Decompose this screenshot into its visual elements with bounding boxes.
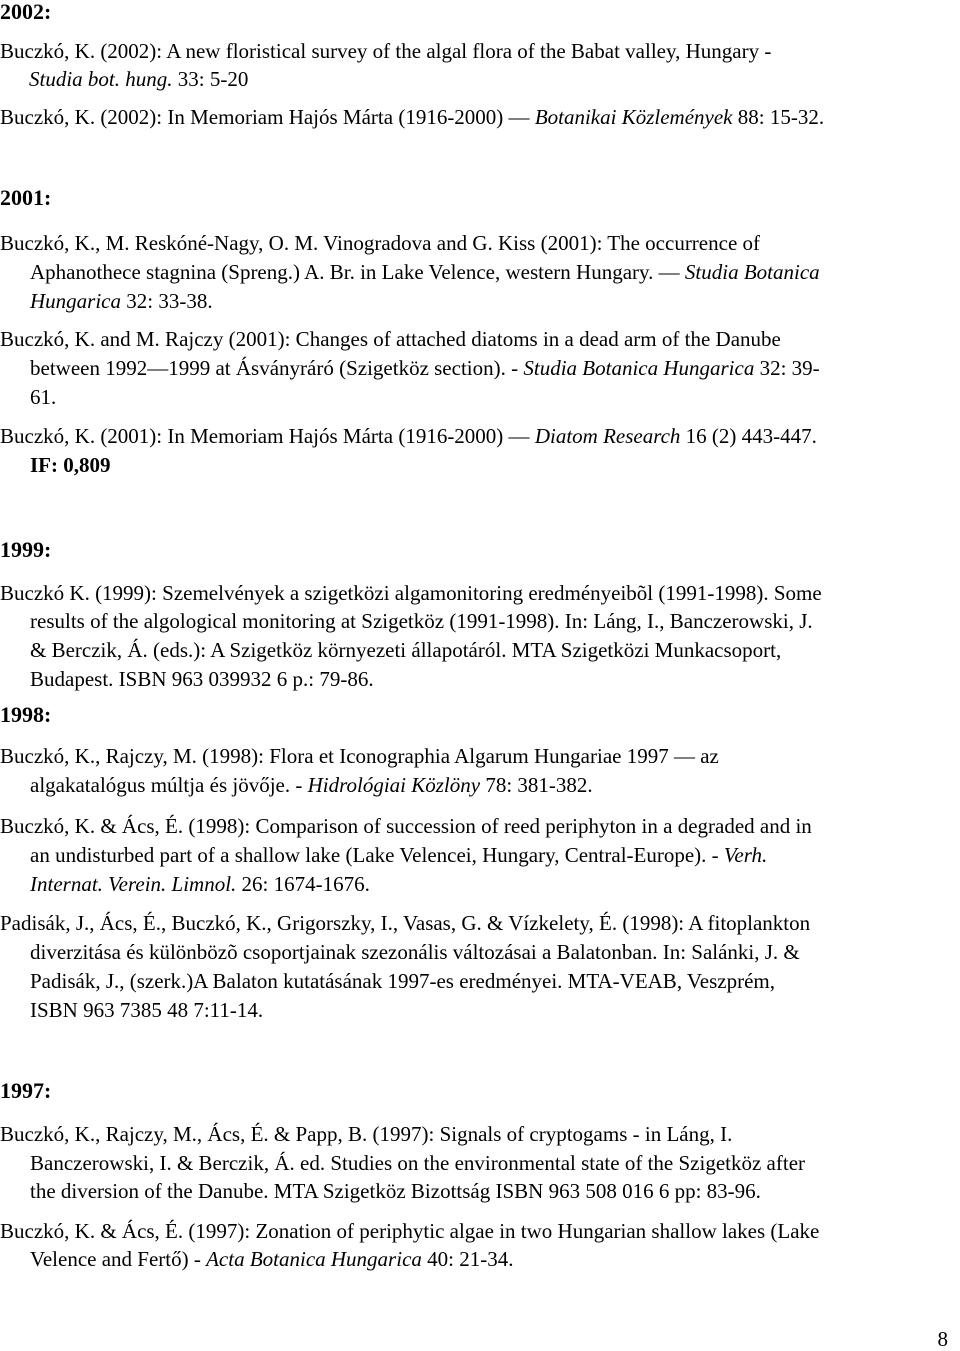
reference-text: an undisturbed part of a shallow lake (Lake Velencei, Hungary, Central-Europe). - [30, 843, 724, 867]
reference-entry-line [30, 288, 213, 314]
reference-entry-first-line [0, 580, 822, 606]
reference-text: Buczkó, K., M. Reskóné-Nagy, O. M. Vinogradova and G. Kiss (2001): The occurrence of [0, 231, 761, 255]
reference-text: results of the algological monitoring at Szigetköz (1991-1998). In: Láng, I., Banczerowski, J. [30, 609, 813, 633]
reference-text: ISBN 963 7385 48 7:11-14. [30, 998, 264, 1022]
reference-text: 88: 15-32. [732, 105, 825, 129]
reference-entry-line [30, 968, 775, 994]
reference-text: Verh. [723, 843, 768, 867]
reference-entry-line [30, 842, 767, 868]
reference-entry-first-line [0, 326, 781, 352]
year-heading: 1998: [0, 702, 52, 727]
reference-entry-first-line [0, 230, 760, 256]
reference-entry-line [30, 666, 374, 692]
reference-text: Buczkó, K. (2002): In Memoriam Hajós Márta (1916-2000) — [0, 105, 535, 129]
reference-text: 32: 33-38. [121, 289, 213, 313]
reference-entry-line [30, 772, 593, 798]
reference-entry-line [30, 259, 820, 285]
year-heading: 2002: [0, 0, 52, 24]
reference-entry-line [30, 452, 111, 478]
reference-text: Velence and Fertő) - [30, 1247, 207, 1271]
reference-text: diverzitása és különbözõ csoportjainak szezonális változásai a Balatonban. In: Salánki, J. & [30, 940, 800, 964]
reference-text: Buczkó, K. & Ács, É. (1997): Zonation of periphytic algae in two Hungarian shallow lakes (Lake [0, 1219, 820, 1243]
reference-text: Buczkó, K. and M. Rajczy (2001): Changes of attached diatoms in a dead arm of the Danube [0, 327, 781, 351]
reference-entry-line [30, 1150, 805, 1176]
reference-entry-line [30, 871, 370, 897]
reference-text: & Berczik, Á. (eds.): A Szigetköz környezeti állapotáról. MTA Szigetközi Munkacsoport, [30, 638, 782, 662]
reference-text: 16 (2) 443-447. [680, 424, 817, 448]
year-heading: 2001: [0, 185, 52, 210]
reference-entry-first-line [0, 38, 771, 64]
reference-text: between 1992—1999 at Ásványráró (Szigetköz section). - [30, 356, 524, 380]
reference-text: algakatalógus múltja és jövője. - [30, 773, 308, 797]
reference-text: Budapest. ISBN 963 039932 6 p.: 79-86. [30, 667, 374, 691]
reference-text: 78: 381-382. [480, 773, 593, 797]
reference-entry-first-line [0, 910, 810, 936]
reference-entry-first-line [0, 1121, 732, 1147]
page-number: 8 [937, 1327, 948, 1351]
reference-text: the diversion of the Danube. MTA Szigetköz Bizottság ISBN 963 508 016 6 pp: 83-96. [30, 1179, 761, 1203]
reference-text: Buczkó, K., Rajczy, M., Ács, É. & Papp, B. (1997): Signals of cryptogams - in Láng, I. [0, 1122, 733, 1146]
reference-entry-line [30, 355, 820, 381]
reference-text: Aphanothece stagnina (Spreng.) A. Br. in Lake Velence, western Hungary. — [30, 260, 685, 284]
reference-text: Internat. Verein. Limnol. [30, 872, 237, 896]
reference-text: Padisák, J., (szerk.)A Balaton kutatásának 1997-es eredményei. MTA-VEAB, Veszprém, [30, 969, 775, 993]
reference-text: 61. [30, 385, 57, 409]
reference-text: Buczkó, K. & Ács, É. (1998): Comparison of succession of reed periphyton in a degraded and in [0, 814, 812, 838]
year-heading: 1997: [0, 1078, 52, 1103]
reference-text: Hungarica [30, 289, 121, 313]
reference-entry-line [30, 384, 56, 410]
reference-text: Hidrológiai Közlöny [307, 773, 481, 797]
reference-entry-first-line [0, 1218, 819, 1244]
reference-entry-first-line [0, 104, 824, 130]
reference-entry-line [30, 1246, 513, 1272]
reference-entry-first-line [0, 813, 812, 839]
reference-text: Buczkó, K. (2001): In Memoriam Hajós Márta (1916-2000) — [0, 424, 535, 448]
reference-entry-line [30, 997, 263, 1023]
reference-text: Buczkó, K., Rajczy, M. (1998): Flora et Iconographia Algarum Hungariae 1997 — az [0, 744, 719, 768]
reference-text: Buczkó K. (1999): Szemelvények a szigetközi algamonitoring eredményeibõl (1991-1998). Some [0, 581, 822, 605]
reference-entry-line [30, 939, 800, 965]
reference-text: Diatom Research [534, 424, 681, 448]
reference-text: Studia Botanica Hungarica [523, 356, 755, 380]
reference-text: Botanikai Közlemények [534, 105, 733, 129]
reference-text: Acta Botanica Hungarica [206, 1247, 422, 1271]
reference-entry-first-line [0, 423, 817, 449]
reference-text: IF: 0,809 [30, 453, 111, 477]
reference-entry-line [30, 608, 813, 634]
reference-text: Studia Botanica [684, 260, 820, 284]
reference-text: Padisák, J., Ács, É., Buczkó, K., Grigorszky, I., Vasas, G. & Vízkelety, É. (1998): A fitoplankton [0, 911, 811, 935]
reference-text: 40: 21-34. [421, 1247, 514, 1271]
reference-text: Buczkó, K. (2002): A new floristical survey of the algal flora of the Babat valley, Hungary - [0, 39, 772, 63]
reference-text: 26: 1674-1676. [236, 872, 370, 896]
year-heading: 1999: [0, 537, 52, 562]
reference-text: 33: 5-20 [172, 67, 249, 91]
reference-entry-line [30, 637, 781, 663]
reference-text: Banczerowski, I. & Berczik, Á. ed. Studies on the environmental state of the Szigetköz after [30, 1151, 806, 1175]
reference-text: 32: 39- [754, 356, 820, 380]
reference-entry-first-line [0, 743, 719, 769]
reference-entry-line [29, 66, 248, 92]
reference-entry-line [30, 1178, 761, 1204]
reference-text: Studia bot. hung. [29, 67, 173, 91]
